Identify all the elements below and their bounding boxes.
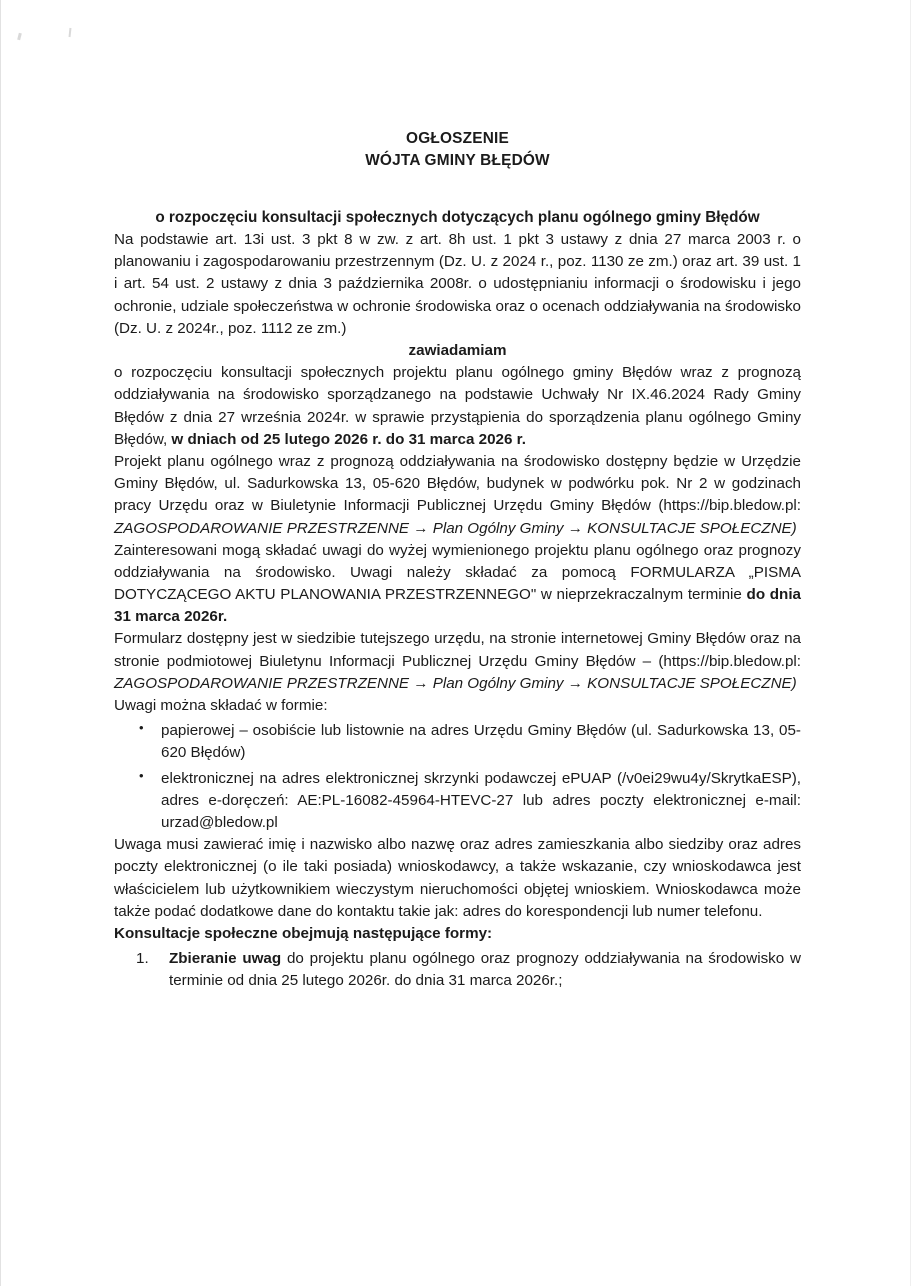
- forms-intro: Uwagi można składać w formie:: [114, 697, 328, 715]
- form-availability-text: Formularz dostępny jest w siedzibie tutejszego urzędu, na stronie internetowej Gminy Błędów oraz na stronie podmiotowej Biuletynu Informacji Publicznej Urzędu Gminy Błędów – (https://bip.bledow.pl:: [114, 630, 801, 670]
- list-item: [169, 948, 801, 992]
- document-subtitle: o rozpoczęciu konsultacji społecznych dotyczących planu ogólnego gminy Błędów: [155, 208, 760, 226]
- list-item: • papierowej – osobiście lub listownie na adres Urzędu Gminy Błędów (ul. Sadurkowska 13, 05-620 Błędów): [161, 720, 801, 764]
- scan-artifact-icon: [17, 33, 22, 41]
- consultation-heading-text: Konsultacje społeczne obejmują następujące formy:: [114, 924, 493, 942]
- list-item-text: do projektu planu ogólnego oraz prognozy oddziaływania na środowisko w terminie od dnia 25 lutego 2026r. do dnia 31 marca 2026r.;: [169, 950, 801, 990]
- availability-bip-path: ZAGOSPODAROWANIE PRZESTRZENNE → Plan Ogólny Gminy → KONSULTACJE SPOŁECZNE): [114, 519, 797, 537]
- comments-paragraph: [114, 540, 801, 629]
- consultation-heading: [114, 923, 801, 945]
- form-availability-paragraph: [114, 628, 801, 695]
- list-item: • elektronicznej na adres elektronicznej skrzynki podawczej ePUAP (/v0ei29wu4y/SkrytkaESP), adres e-doręczeń: AE:PL-16082-45964-HTEVC-27 lub adres poczty elektronicznej e-mail: urzad@bledow.pl: [161, 768, 801, 835]
- title-line-1: OGŁOSZENIE: [406, 130, 509, 147]
- submission-forms-list: [114, 720, 801, 834]
- page-title: [114, 128, 801, 172]
- scan-artifact-icon: [69, 28, 72, 37]
- form-availability-bip-path: ZAGOSPODAROWANIE PRZESTRZENNE → Plan Ogólny Gminy → KONSULTACJE SPOŁECZNE): [114, 674, 797, 692]
- requirements-paragraph: Uwaga musi zawierać imię i nazwisko albo nazwę oraz adres zamieszkania albo siedziby oraz adres poczty elektronicznej (o ile taki posiada) wnioskodawcy, a także wskazanie, czy wnioskodawca jest właścicielem lub użytkownikiem wieczystym nieruchomości objętej wnioskiem. Wnioskodawca może także podać dodatkowe dane do kontaktu takie jak: adres do korespondencji lub numer telefonu.: [114, 836, 801, 920]
- consultation-forms-list: [114, 948, 801, 992]
- notice-body-text: o rozpoczęciu konsultacji społecznych projektu planu ogólnego gminy Błędów wraz z prognozą oddziaływania na środowisko sporządzanego na podstawie Uchwały Nr IX.46.2024 Rady Gminy Błędów z dnia 27 września 2024r. w sprawie przystąpienia do sporządzenia planu ogólnego Gminy Błędów,: [114, 364, 801, 448]
- title-line-2: WÓJTA GMINY BŁĘDÓW: [365, 151, 550, 169]
- document-body: [114, 0, 801, 992]
- availability-paragraph: [114, 451, 801, 540]
- notice-heading: zawiadamiam: [408, 342, 507, 360]
- legal-basis-paragraph: Na podstawie art. 13i ust. 3 pkt 8 w zw. z art. 8h ust. 1 pkt 3 ustawy z dnia 27 marca 2003 r. o planowaniu i zagospodarowaniu przestrzennym (Dz. U. z 2024 r., poz. 1130 ze zm.) oraz art. 39 ust. 1 i art. 54 ust. 2 ustawy z dnia 3 października 2008r. o udostępnianiu informacji o środowisku i jego ochronie, udziale społeczeństwa w ochronie środowiska oraz o ocenach oddziaływania na środowisko (Dz. U. z 2024r., poz. 1112 ze zm.): [114, 231, 801, 337]
- notice-dates: w dniach od 25 lutego 2026 r. do 31 marca 2026 r.: [171, 430, 526, 448]
- notice-body-paragraph: [114, 362, 801, 451]
- comments-text: Zainteresowani mogą składać uwagi do wyżej wymienionego projektu planu ogólnego oraz prognozy oddziaływania na środowisko. Uwagi należy składać za pomocą FORMULARZA „PISMA DOTYCZĄCEGO AKTU PLANOWANIA PRZESTRZENNEGO" w nieprzekraczalnym terminie: [114, 541, 801, 604]
- list-item-lead: Zbieranie uwag: [169, 950, 282, 968]
- availability-text: Projekt planu ogólnego wraz z prognozą oddziaływania na środowisko dostępny będzie w Urzędzie Gminy Błędów, ul. Sadurkowska 13, 05-620 Błędów, budynek w podwórku pok. Nr 2 w godzinach pracy Urzędu oraz w Biuletynie Informacji Publicznej Urzędu Gminy Błędów (https://bip.bledow.pl:: [114, 452, 801, 515]
- comments-deadline: do dnia 31 marca 2026r.: [114, 586, 802, 626]
